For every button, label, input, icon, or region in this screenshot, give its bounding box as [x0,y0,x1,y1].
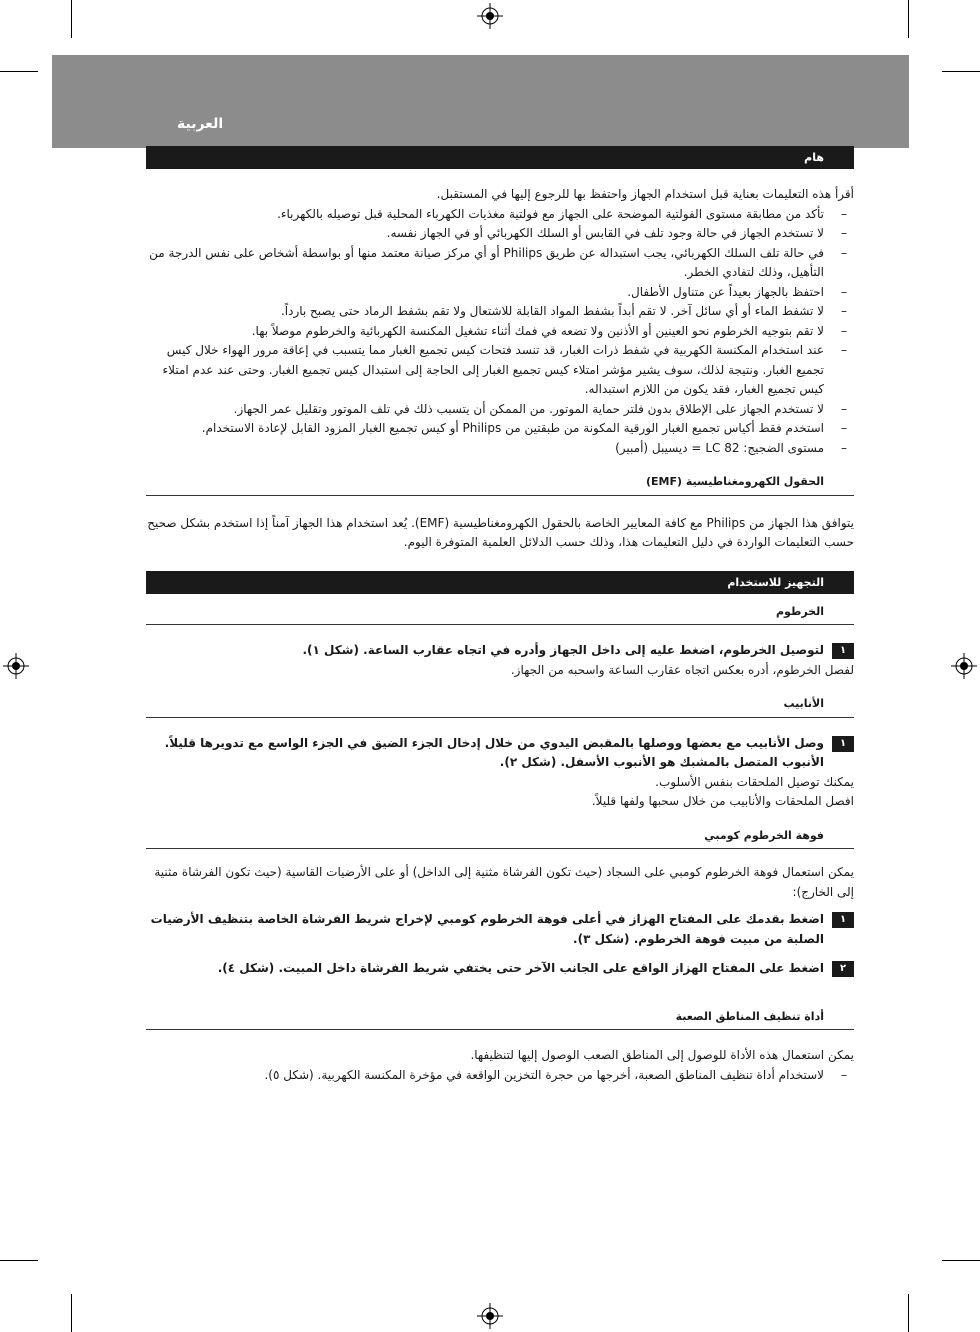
list-item: – لا تستخدم الجهاز في حالة وجود تلف في القابس أو السلك الكهربائي أو في الجهاز نفسه. [146,224,854,244]
step-text: لتوصيل الخرطوم، اضغط عليه إلى داخل الجهاز وأدره في اتجاه عقارب الساعة. (شكل ١). [302,643,824,657]
step-text: وصل الأنابيب مع بعضها ووصلها بالمقبض اليدوي من خلال إدخال الجزء الضيق في الجزء الواسع مع تدويرها قليلاً. الأنبوب المتصل بالمشبك هو الأنبوب الأسفل. (شكل ٢). [164,735,824,769]
registration-mark-icon [477,3,503,29]
page-content [146,146,854,1085]
tubes-note: افصل الملحقات والأنابيب من خلال سحبها ولفها قليلاً. [591,794,854,808]
list-item: – لاستخدام أداة تنظيف المناطق الصعبة، أخرجها من حجرة التخزين الواقعة في مؤخرة المكنسة الكهربية. (شكل ٥). [146,1066,854,1086]
step-number: ١ [832,643,854,659]
hose-step [146,641,854,661]
registration-mark-icon [477,1303,503,1329]
list-item: – لا تشفط الماء أو أي سائل آخر. لا تقم أبداً بشفط المواد القابلة للاشتعال ولا تقم بشفط الرماد حتى يصبح بارداً. [146,302,854,322]
emf-text: يتوافق هذا الجهاز من Philips مع كافة المعايير الخاصة بالحقول الكهرومغناطيسية (EMF). يُعد استخدام هذا الجهاز آمناً إذا استخدم بشكل صحيح حسب التعليمات الواردة في دليل التعليمات هذا، وذلك حسب الدلائل العلمية المتوفرة اليوم. [147,515,854,549]
hose-note: لفصل الخرطوم، أدره بعكس اتجاه عقارب الساعة واسحبه من الجهاز. [510,662,854,677]
crop-mark [0,1260,38,1261]
step-number: ١ [832,736,854,752]
important-intro: أقرأ هذه التعليمات بعناية قبل استخدام الجهاز واحتفظ بها للرجوع إليها في المستقبل. [436,187,854,201]
combi-step [146,959,854,979]
list-item: – لا تستخدم الجهاز على الإطلاق بدون فلتر حماية الموتور. من الممكن أن يتسبب ذلك في تلف الموتور وتقليل عمر الجهاز. [146,400,854,420]
step-text: اضغط بقدمك على المفتاح الهزاز في أعلى فوهة الخرطوم كومبي لإخراج شريط الفرشاة الخاصة بتنظيف الأرضيات الصلبة من مبيت فوهة الخرطوم. (شكل ٣). [150,912,824,946]
list-item: – احتفظ بالجهاز بعيداً عن متناول الأطفال. [146,283,854,303]
important-list [146,205,854,459]
crevice-text: يمكن استعمال هذه الأداة للوصول إلى المناطق الصعب الوصول إليها لتنظيفها. [470,1048,854,1062]
step-number: ١ [832,912,854,928]
list-item: – استخدم فقط أكياس تجميع الغبار الورقية المكونة من طبقتين من Philips أو كيس تجميع الغبار المزود القابل لإعادة الاستخدام. [146,419,854,439]
list-item: – في حالة تلف السلك الكهربائي، يجب استبداله عن طريق Philips أو أي مركز صيانة معتمد منها أو بواسطة أشخاص على نفس الدرجة من التأهيل، وذلك لتفادي الخطر. [146,244,854,283]
step-text: اضغط على المفتاح الهزاز الواقع على الجانب الآخر حتى يختفي شريط الفرشاة داخل المبيت. (شكل ٤). [217,961,824,975]
subsection-title-crevice: أداة تنظيف المناطق الصعبة [146,1007,854,1031]
section-title-important: هام [146,146,854,169]
list-item: – لا تقم بتوجيه الخرطوم نحو العينين أو الأذنين ولا تضعه في فمك أثناء تشغيل المكنسة الكهربائية والخرطوم موصلاً بها. [146,322,854,342]
subsection-title-hose: الخرطوم [146,602,854,626]
language-label: العربية [177,116,224,132]
crop-mark [942,71,980,72]
subsection-title-combi: فوهة الخرطوم كومبي [146,826,854,850]
combi-text: يمكن استعمال فوهة الخرطوم كومبي على السجاد (حيث تكون الفرشاة مثنية إلى الداخل) أو على الأرضيات القاسية (حيث تكون الفرشاة مثنية إلى الخارج): [154,865,854,899]
tubes-step [146,734,854,773]
crevice-list [146,1066,854,1086]
header-band [52,55,909,148]
combi-step [146,910,854,949]
tubes-note: يمكنك توصيل الملحقات بنفس الأسلوب. [655,774,854,789]
subsection-title-tubes: الأنابيب [146,694,854,718]
list-item: – تأكد من مطابقة مستوى الفولتية الموضحة على الجهاز مع فولتية مغذيات الكهرباء المحلية قبل توصيله بالكهرباء. [146,205,854,225]
step-number: ٢ [832,961,854,977]
crop-mark [908,1294,909,1332]
crop-mark [71,0,72,38]
section-title-emf: الحقول الكهرومغناطيسية (EMF) [146,472,854,496]
section-title-prep: التجهيز للاستخدام [146,571,854,594]
crop-mark [942,1260,980,1261]
list-item: – عند استخدام المكنسة الكهربية في شفط ذرات الغبار، قد تنسد فتحات كيس تجميع الغبار مما يتسبب في إعاقة مرور الهواء خلال كيس تجميع الغبار. ونتيجة لذلك، سوف يشير مؤشر امتلاء كيس تجميع الغبار إلى الحاجة إلى استبدال كيس تجميع الغبار. وحتى عند عدم امتلاء كيس تجميع الغبار، فقد يكون من اللازم استبداله. [146,341,854,400]
crop-mark [908,0,909,38]
important-section [146,169,854,458]
registration-mark-icon [3,653,29,679]
crop-mark [71,1294,72,1332]
crop-mark [0,71,38,72]
registration-mark-icon [951,653,977,679]
list-item: – مستوى الضجيج: LC 82 = ديسيبل (أمبير) [146,439,854,459]
